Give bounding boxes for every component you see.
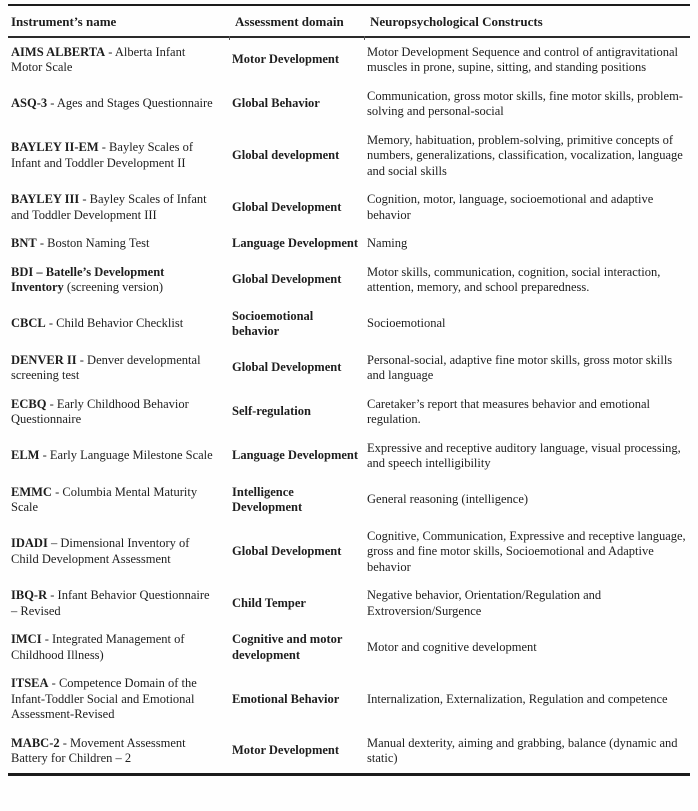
assessment-domain-cell: Global Development	[232, 199, 342, 214]
instrument-fullname: - Denver developmental screening test	[11, 352, 201, 382]
instrument-acronym: IBQ-R	[11, 588, 48, 602]
table-body	[8, 38, 690, 773]
assessment-domain-cell: Language Development	[232, 236, 359, 250]
table-row	[8, 126, 690, 186]
column-header-assessment-domain: Assessment domain	[235, 14, 344, 29]
instrument-acronym: ELM	[11, 448, 40, 463]
constructs-cell: Internalization, Externalization, Regulation and competence	[367, 691, 668, 706]
instrument-name-cell	[8, 397, 232, 428]
instrument-fullname: - Columbia Mental Maturity Scale	[11, 484, 198, 514]
table-row	[8, 582, 690, 626]
instrument-acronym: IDADI	[11, 536, 48, 551]
constructs-cell: Motor skills, communication, cognition, social interaction, attention, memory, and school preparedness.	[367, 264, 661, 294]
instrument-acronym: ASQ-3	[11, 96, 48, 111]
constructs-cell: Cognition, motor, language, socioemotional and adaptive behavior	[367, 192, 654, 222]
constructs-cell: Motor and cognitive development	[367, 639, 537, 654]
instrument-acronym: AIMS ALBERTA	[11, 44, 106, 59]
instrument-acronym: EMMC	[11, 484, 52, 499]
constructs-cell: Motor Development Sequence and control of antigravitational muscles in prone, supine, sitting, and standing positions	[367, 44, 679, 74]
instrument-fullname: - Movement Assessment Battery for Children – 2	[11, 735, 186, 765]
table-row	[8, 626, 690, 670]
column-header-neuropsychological-constructs: Neuropsychological Constructs	[370, 14, 543, 29]
table-row	[8, 230, 690, 259]
instruments-table	[8, 4, 690, 776]
constructs-cell: Communication, gross motor skills, fine motor skills, problem-solving and personal-social	[367, 88, 683, 118]
instrument-name-cell	[8, 353, 232, 384]
header-divider-tick	[229, 36, 230, 40]
header-divider-tick	[364, 36, 365, 40]
instrument-acronym: IMCI	[11, 632, 42, 646]
instrument-name-cell	[8, 45, 232, 76]
constructs-cell: Caretaker’s report that measures behavior and emotional regulation.	[367, 396, 650, 426]
table-row	[8, 729, 690, 773]
assessment-domain-cell: Global Development	[232, 272, 342, 287]
instrument-name-cell	[8, 676, 232, 723]
instrument-acronym: ECBQ	[11, 396, 47, 411]
instrument-acronym: BAYLEY II-EM	[11, 140, 99, 155]
constructs-cell: Manual dexterity, aiming and grabbing, balance (dynamic and static)	[367, 735, 678, 765]
constructs-cell: Cognitive, Communication, Expressive and receptive language, gross and fine motor skills, Socioemotional and Adaptive behavior	[367, 528, 686, 574]
table-row	[8, 522, 690, 582]
assessment-domain-cell: Self-regulation	[232, 404, 311, 419]
assessment-domain-cell: Child Temper	[232, 595, 306, 610]
assessment-domain-cell: Global Development	[232, 544, 342, 558]
instrument-fullname: - Competence Domain of the Infant-Toddler Social and Emotional Assessment-Revised	[11, 676, 197, 721]
instrument-acronym: ITSEA	[11, 676, 49, 690]
instrument-fullname: - Ages and Stages Questionnaire	[47, 96, 213, 111]
assessment-domain-cell: Intelligence Development	[232, 484, 303, 514]
instrument-acronym: BAYLEY III	[11, 192, 80, 206]
instrument-name-cell	[8, 736, 232, 767]
constructs-cell: General reasoning (intelligence)	[367, 492, 529, 507]
constructs-cell: Negative behavior, Orientation/Regulation and Extroversion/Surgence	[367, 588, 602, 618]
instrument-acronym: BDI – Batelle’s Development Inventory	[11, 264, 165, 294]
table-row	[8, 38, 690, 82]
instrument-fullname: (screening version)	[63, 280, 164, 294]
constructs-cell: Memory, habituation, problem-solving, primitive concepts of numbers, generalizations, classification, vocalization, language and social skills	[367, 132, 683, 178]
instrument-acronym: CBCL	[11, 316, 46, 331]
instrument-name-cell	[8, 96, 232, 112]
instrument-name-cell	[8, 588, 232, 619]
assessment-domain-cell: Cognitive and motor development	[232, 632, 343, 662]
assessment-domain-cell: Global Behavior	[232, 96, 320, 111]
instrument-name-cell	[8, 485, 232, 516]
instrument-name-cell	[8, 316, 232, 332]
assessment-domain-cell: Global development	[232, 148, 340, 162]
assessment-domain-cell: Emotional Behavior	[232, 691, 340, 706]
instrument-acronym: MABC-2	[11, 735, 60, 750]
instrument-name-cell	[8, 140, 232, 171]
instrument-name-cell	[8, 448, 232, 464]
instrument-name-cell	[8, 536, 232, 567]
instrument-name-cell	[8, 236, 232, 252]
instrument-fullname: - Boston Naming Test	[36, 236, 150, 250]
instrument-fullname: - Early Childhood Behavior Questionnaire	[11, 396, 189, 426]
instrument-fullname: - Alberta Infant Motor Scale	[11, 44, 186, 74]
instrument-fullname: - Bayley Scales of Infant and Toddler Development III	[11, 192, 207, 222]
instrument-acronym: BNT	[11, 236, 37, 250]
table-header-row	[8, 6, 690, 38]
constructs-cell: Expressive and receptive auditory language, visual processing, and speech intelligibility	[367, 440, 681, 470]
instrument-name-cell	[8, 632, 232, 663]
table-row	[8, 302, 690, 346]
constructs-cell: Personal-social, adaptive fine motor skills, gross motor skills and language	[367, 352, 673, 382]
instrument-name-cell	[8, 192, 232, 223]
instrument-fullname: - Integrated Management of Childhood Illness)	[11, 632, 185, 662]
instrument-acronym: DENVER II	[11, 352, 77, 367]
instrument-fullname: - Infant Behavior Questionnaire – Revised	[11, 588, 210, 618]
table-row	[8, 186, 690, 230]
table-row	[8, 478, 690, 522]
table-row	[8, 434, 690, 478]
assessment-domain-cell: Motor Development	[232, 52, 340, 67]
instrument-fullname: – Dimensional Inventory of Child Development Assessment	[11, 536, 190, 566]
instrument-fullname: - Early Language Milestone Scale	[39, 448, 213, 463]
constructs-cell: Naming	[367, 236, 408, 250]
table-row	[8, 258, 690, 302]
assessment-domain-cell: Global Development	[232, 360, 342, 375]
instrument-name-cell	[8, 265, 232, 296]
assessment-domain-cell: Socioemotional behavior	[232, 308, 314, 338]
constructs-cell: Socioemotional	[367, 316, 446, 331]
instrument-fullname: - Bayley Scales of Infant and Toddler Development II	[11, 140, 194, 170]
assessment-domain-cell: Language Development	[232, 448, 359, 463]
table-row	[8, 82, 690, 126]
table-row	[8, 670, 690, 730]
instrument-fullname: - Child Behavior Checklist	[45, 316, 184, 331]
assessment-domain-cell: Motor Development	[232, 743, 340, 758]
column-header-instrument-name: Instrument’s name	[11, 14, 117, 29]
table-row	[8, 390, 690, 434]
table-row	[8, 346, 690, 390]
